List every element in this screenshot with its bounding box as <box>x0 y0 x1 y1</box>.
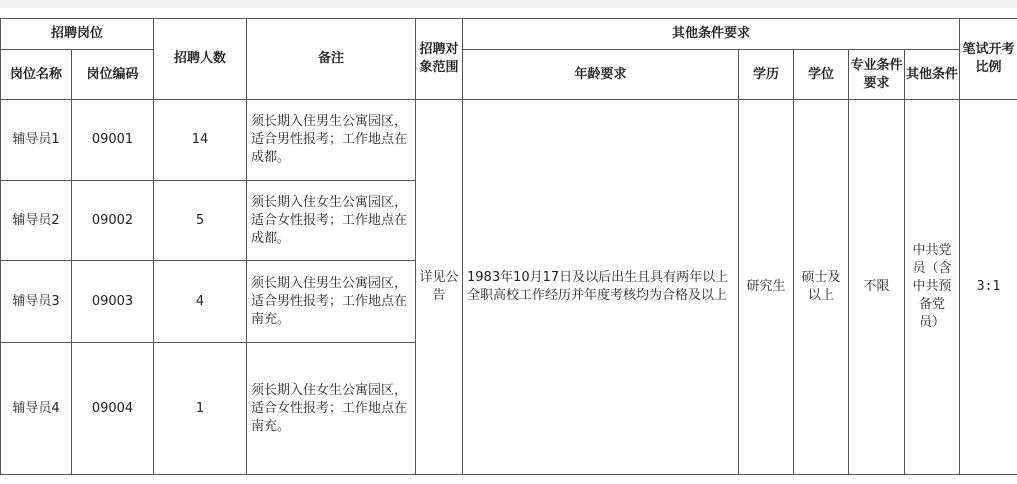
header-row-2 <box>1 50 1017 100</box>
headcount-cell: 1 <box>154 343 247 475</box>
position-name-cell: 辅导员3 <box>1 261 72 343</box>
recruitment-table <box>0 18 1017 475</box>
position-code-cell: 09002 <box>72 181 154 261</box>
header-other-conditions: 其他条件 <box>905 50 960 100</box>
table-row <box>1 100 1017 181</box>
position-code-cell: 09003 <box>72 261 154 343</box>
education-cell: 研究生 <box>739 100 794 475</box>
header-position-code: 岗位编码 <box>72 50 154 100</box>
position-name-cell: 辅导员1 <box>1 100 72 181</box>
header-education: 学历 <box>739 50 794 100</box>
position-name-cell: 辅导员4 <box>1 343 72 475</box>
header-degree: 学位 <box>794 50 849 100</box>
header-notes: 备注 <box>247 19 416 100</box>
header-position-name: 岗位名称 <box>1 50 72 100</box>
header-age-requirement: 年龄要求 <box>463 50 739 100</box>
position-code-cell: 09001 <box>72 100 154 181</box>
exam-ratio-cell: 3:1 <box>960 100 1017 475</box>
degree-cell: 硕士及以上 <box>794 100 849 475</box>
note-cell: 须长期入住女生公寓园区，适合女性报考；工作地点在南充。 <box>247 343 416 475</box>
major-cell: 不限 <box>849 100 905 475</box>
header-recruit-position: 招聘岗位 <box>1 19 154 50</box>
note-cell: 须长期入住女生公寓园区，适合女性报考；工作地点在成都。 <box>247 181 416 261</box>
header-headcount: 招聘人数 <box>154 19 247 100</box>
other-conditions-cell: 中共党员（含中共预备党员） <box>905 100 960 475</box>
note-cell: 须长期入住男生公寓园区，适合男性报考；工作地点在成都。 <box>247 100 416 181</box>
header-row-1 <box>1 19 1017 50</box>
header-target-scope: 招聘对象范围 <box>416 19 463 100</box>
note-cell: 须长期入住男生公寓园区，适合男性报考；工作地点在南充。 <box>247 261 416 343</box>
age-requirement-cell: 1983年10月17日及以后出生且具有两年以上全职高校工作经历并年度考核均为合格及以上 <box>463 100 739 475</box>
position-code-cell: 09004 <box>72 343 154 475</box>
target-scope-cell: 详见公告 <box>416 100 463 475</box>
headcount-cell: 5 <box>154 181 247 261</box>
header-exam-ratio: 笔试开考比例 <box>960 19 1017 100</box>
headcount-cell: 4 <box>154 261 247 343</box>
header-other-requirements: 其他条件要求 <box>463 19 960 50</box>
header-major-requirement: 专业条件要求 <box>849 50 905 100</box>
top-strip <box>0 0 1017 8</box>
position-name-cell: 辅导员2 <box>1 181 72 261</box>
headcount-cell: 14 <box>154 100 247 181</box>
